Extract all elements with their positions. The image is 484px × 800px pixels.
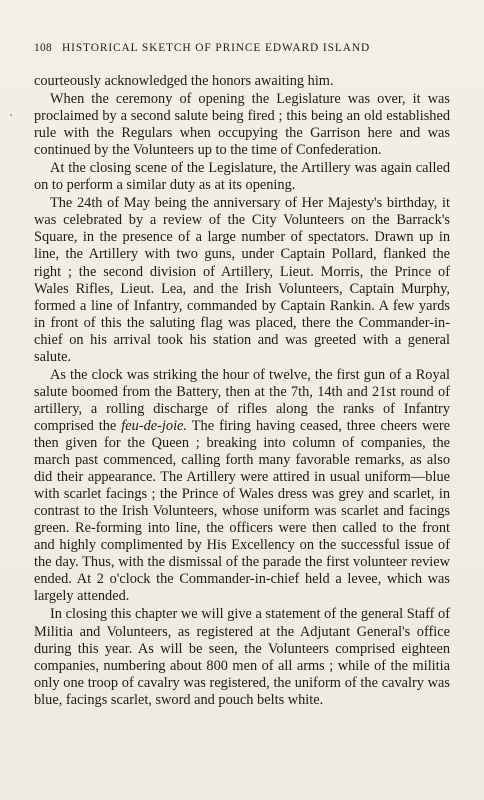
paragraph-3: At the closing scene of the Legislature, the Artillery was again called on to perform a similar duty as at its opening. [34, 160, 450, 194]
running-title: HISTORICAL SKETCH OF PRINCE EDWARD ISLAND [62, 42, 371, 54]
paragraph-5 [34, 367, 450, 606]
feu-de-joie-italic: feu-de-joie. [121, 417, 188, 434]
paragraph-5-text-b: The firing having ceased, three cheers were then given for the Queen ; breaking into column of companies, the march past commenced, calling forth many favorable remarks, as also did their appearance. The Artillery were attired in usual uniform—blue with scarlet facings ; the Prince of Wales dress was grey and scarlet, in contrast to the Irish Volunteers, whose uniform was scarlet and facings green. Re-forming into line, the officers were then called to the front and highly complimented by His Excellency on the successful issue of the day. Thus, with the dismissal of the parade the first volunteer review ended. At 2 o'clock the Commander-in-chief held a levee, which was largely attended. [34, 417, 450, 605]
body-text [34, 73, 450, 709]
paragraph-1: courteously acknowledged the honors awaiting him. [34, 73, 334, 89]
paragraph-4: The 24th of May being the anniversary of Her Majesty's birthday, it was celebrated by a review of the City Volunteers on the Barrack's Square, in the presence of a large number of spectators. Drawn up in line, the Artillery with two guns, under Captain Pollard, flanked the right ; the second division of Artillery, Lieut. Morris, the Prince of Wales Rifles, Lieut. Lea, and the Irish Volunteers, Captain Murphy, formed a line of Infantry, commanded by Captain Rankin. A few yards in front of this the saluting flag was placed, there the Commander-in-chief on his arrival took his station and was greeted with a general salute. [34, 195, 450, 365]
running-header [34, 42, 450, 58]
paragraph-2: When the ceremony of opening the Legislature was over, it was proclaimed by a second salute being fired ; this being an old established rule with the Regulars when occupying the Garrison here and was continued by the Volunteers up to the time of Confederation. [34, 91, 450, 159]
paragraph-6: In closing this chapter we will give a statement of the general Staff of Militia and Volunteers, as registered at the Adjutant General's office during this year. As will be seen, the Volunteers comprised eighteen companies, numbering about 800 men of all arms ; while of the militia only one troop of cavalry was registered, the uniform of the cavalry was blue, facings scarlet, sword and pouch belts white. [34, 606, 450, 708]
page-number: 108 [34, 42, 52, 54]
paper-speck [10, 114, 12, 116]
paragraph-5-text-a: As the clock was striking the hour of twelve, the first gun of a Royal salute boomed from the Battery, then at the 7th, 14th and 21st round of artillery, a rolling discharge of rifles along the ranks of Infantry comprised the [34, 366, 450, 434]
